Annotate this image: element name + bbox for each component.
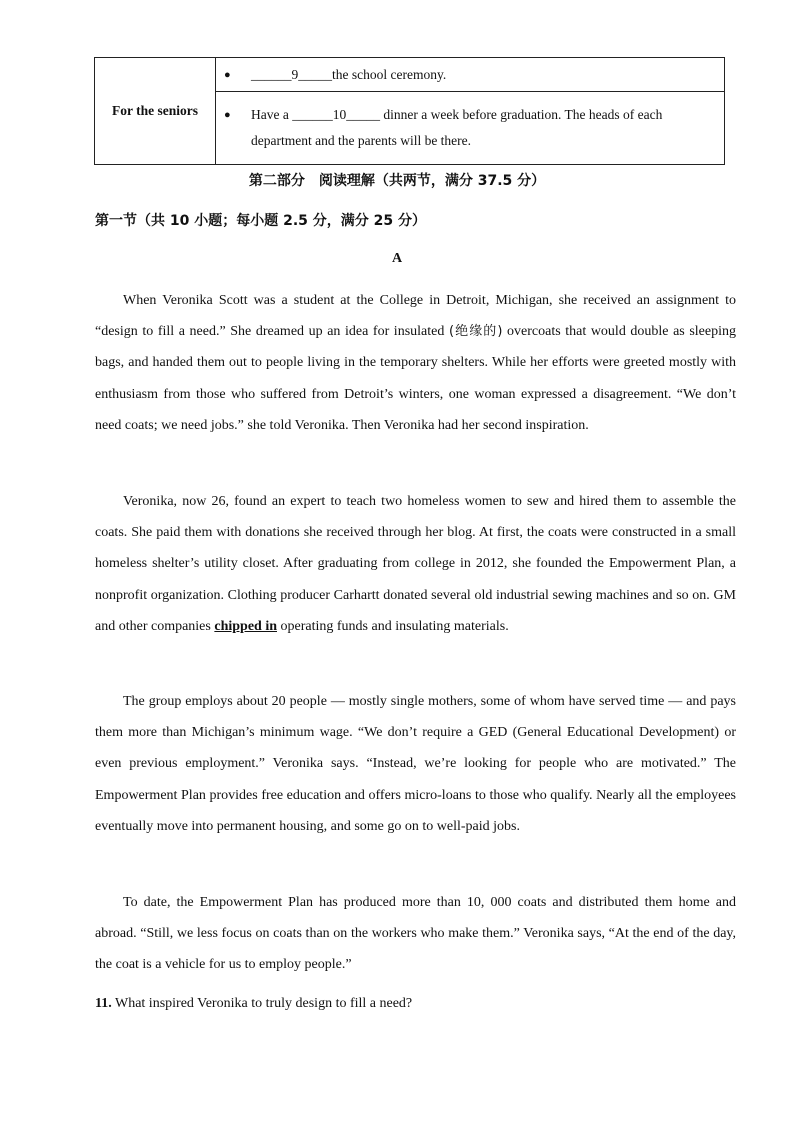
seniors-table (94, 57, 725, 165)
question-11 (95, 996, 412, 1012)
bullet-icon: ● (224, 68, 231, 81)
bullet-item (216, 102, 724, 154)
subsection-title: 第一节（共 10 小题；每小题 2.5 分，满分 25 分） (95, 213, 427, 229)
paragraph-3: The group employs about 20 people — mostly single mothers, some of whom have served time — and pays them more than Michigan’s minimum wage. “We don’t require a GED (General Educational Development) or even previous employment.” Veronika says. “Instead, we’re looking for people who are motivated.” The Empowerment Plan provides free education and offers micro-loans to those who qualify. Nearly all the employees eventually move into permanent housing, and some go on to well-paid jobs. (95, 694, 736, 834)
question-number: 11. (95, 996, 112, 1011)
bullet-item (216, 62, 724, 88)
blank-10: ______10_____ (292, 107, 380, 122)
bullet-icon: ● (224, 109, 231, 121)
item-prefix: Have a (251, 107, 293, 122)
paragraph-2: Veronika, now 26, found an expert to teach two homeless women to sew and hired them to assemble the coats. She paid them with donations she received through her blog. At first, the coats were constructed in a small homeless shelter’s utility closet. After graduating from college in 2012, she founded the Empowerment Plan, a nonprofit organization. Clothing producer Carhartt donated several old industrial sewing machines and so on. GM and other companies chipped in operating funds and insulating materials. (95, 494, 736, 634)
passage-letter: A (391, 251, 403, 266)
underlined-keyword: chipped in (214, 618, 277, 634)
table-cell-item-1 (216, 58, 725, 92)
question-text: What inspired Veronika to truly design to fill a need? (111, 996, 413, 1011)
paragraph-1: When Veronika Scott was a student at the College in Detroit, Michigan, she received an assignment to “design to fill a need.” She dreamed up an idea for insulated (绝缘的) overcoats that would double as sleeping bags, and handed them out to people living in the temporary shelters. While her efforts were greeted mostly with enthusiasm from those who suffered from Detroit’s winters, one woman expressed a disagreement. “We don’t need coats; we need jobs.” she told Veronika. Then Veronika had her second inspiration. (95, 293, 736, 433)
chinese-gloss: (绝缘的) (448, 324, 503, 340)
row-label: For the seniors (95, 58, 216, 165)
section-title: 第二部分 阅读理解（共两节，满分 37.5 分） (248, 173, 546, 189)
paragraph-4: To date, the Empowerment Plan has produced more than 10, 000 coats and distributed them home and abroad. “Still, we less focus on coats than on the workers who make them.” Veronika says, “At the end of the day, the coat is a vehicle for us to employ people.” (95, 895, 736, 973)
table-cell-item-2 (216, 92, 725, 165)
item-text: the school ceremony. (332, 66, 447, 82)
item-text: dinner a week before graduation. The heads of each department and the parents will be there. (251, 107, 663, 148)
blank-9: ______9_____ (251, 66, 332, 82)
